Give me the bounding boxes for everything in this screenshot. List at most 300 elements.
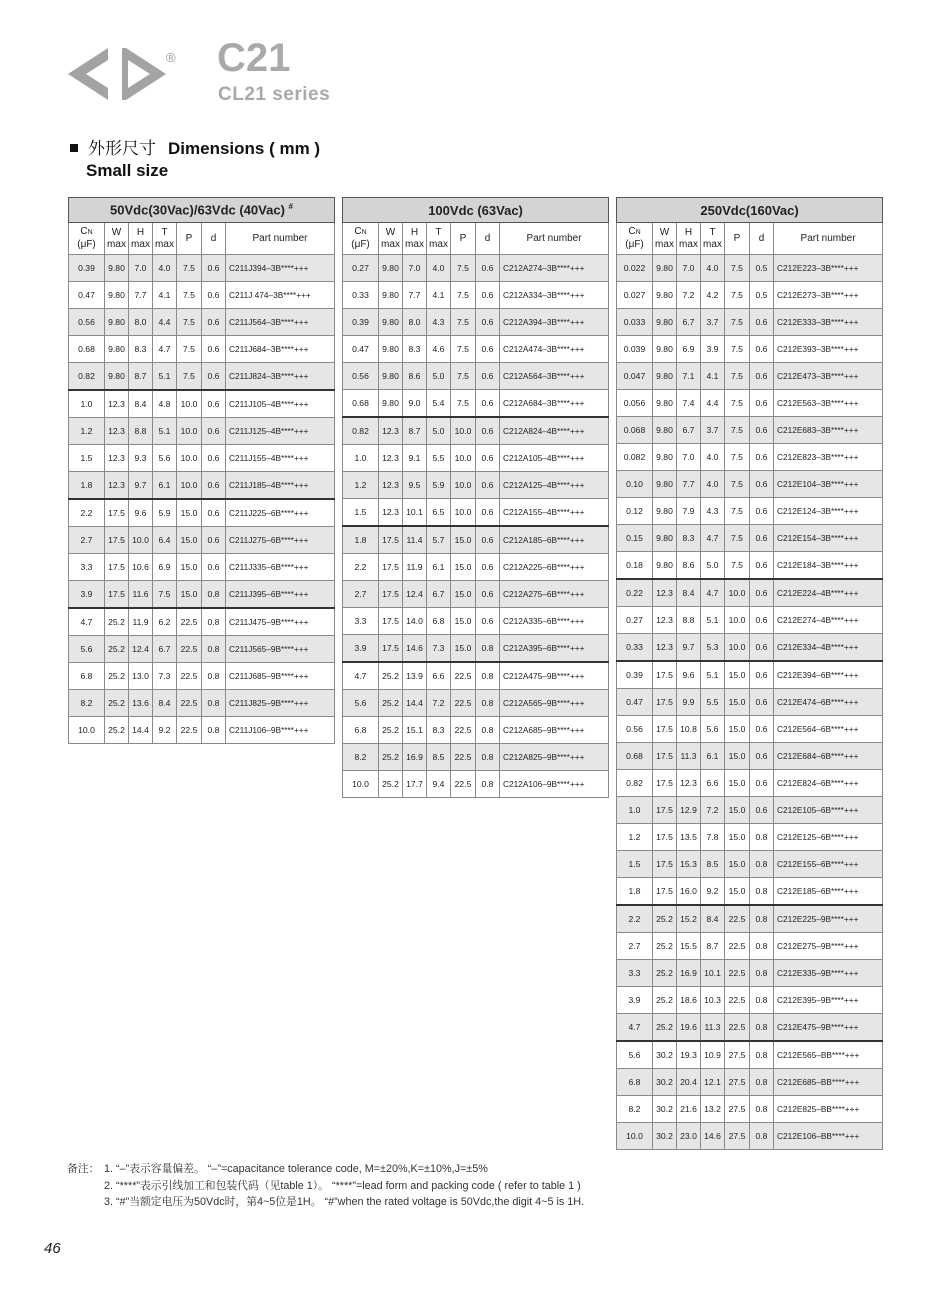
col-header-w: W max <box>105 223 129 255</box>
cell-h: 12.3 <box>677 770 701 797</box>
table-row <box>617 824 883 851</box>
col-header-h: H max <box>403 223 427 255</box>
cell-d: 0.6 <box>750 716 774 743</box>
column-header-row <box>617 223 883 255</box>
table-row <box>69 336 335 363</box>
cell-part-number: C212A824–4B****+++ <box>500 417 609 445</box>
cell-h: 19.6 <box>677 1014 701 1042</box>
cell-cap: 5.6 <box>69 636 105 663</box>
cell-p: 7.5 <box>177 255 202 282</box>
cell-w: 12.3 <box>105 445 129 472</box>
table-row <box>69 581 335 609</box>
cell-p: 15.0 <box>451 581 476 608</box>
cell-p: 7.5 <box>725 363 750 390</box>
note-text: 1. “–”表示容量偏差。 “–”=capacitance tolerance code, M=±20%,K=±10%,J=±5% <box>104 1163 488 1175</box>
cell-t: 4.1 <box>427 282 451 309</box>
cell-h: 13.5 <box>677 824 701 851</box>
cell-cap: 8.2 <box>617 1096 653 1123</box>
cell-cap: 3.3 <box>69 554 105 581</box>
cell-h: 7.2 <box>677 282 701 309</box>
cell-d: 0.6 <box>202 527 226 554</box>
cell-w: 9.80 <box>105 282 129 309</box>
cell-d: 0.6 <box>750 661 774 689</box>
cell-d: 0.8 <box>750 1041 774 1069</box>
cell-p: 27.5 <box>725 1123 750 1150</box>
cell-t: 7.2 <box>701 797 725 824</box>
cell-cap: 5.6 <box>343 690 379 717</box>
cell-p: 7.5 <box>725 552 750 580</box>
cell-part-number: C212A105–4B****+++ <box>500 445 609 472</box>
cell-part-number: C212E223–3B****+++ <box>774 255 883 282</box>
cell-p: 7.5 <box>177 336 202 363</box>
cell-w: 9.80 <box>653 417 677 444</box>
cell-p: 27.5 <box>725 1069 750 1096</box>
cell-w: 12.3 <box>105 418 129 445</box>
table-title-mark: # <box>288 202 293 212</box>
cell-h: 16.9 <box>403 744 427 771</box>
cell-d: 0.8 <box>750 878 774 906</box>
cell-cap: 0.47 <box>343 336 379 363</box>
cell-d: 0.6 <box>476 608 500 635</box>
cell-d: 0.6 <box>476 581 500 608</box>
cell-d: 0.6 <box>750 417 774 444</box>
table-row <box>343 282 609 309</box>
cell-cap: 0.12 <box>617 498 653 525</box>
table-row <box>617 471 883 498</box>
cell-cap: 0.18 <box>617 552 653 580</box>
table-row <box>617 770 883 797</box>
table-title-text: 250Vdc(160Vac) <box>700 202 799 218</box>
cell-cap: 0.56 <box>617 716 653 743</box>
cell-part-number: C212A185–6B****+++ <box>500 526 609 554</box>
table-row <box>69 717 335 744</box>
table-title <box>617 198 883 223</box>
series-title: C21 <box>217 36 291 80</box>
table-row <box>343 472 609 499</box>
table-row <box>343 744 609 771</box>
table-row <box>69 608 335 636</box>
table-row <box>69 636 335 663</box>
cell-d: 0.8 <box>750 905 774 933</box>
cell-part-number: C212A685–9B****+++ <box>500 717 609 744</box>
cell-d: 0.5 <box>750 255 774 282</box>
cell-t: 8.5 <box>427 744 451 771</box>
cell-d: 0.6 <box>476 554 500 581</box>
cell-t: 6.6 <box>427 662 451 690</box>
cell-p: 7.5 <box>451 336 476 363</box>
cell-h: 8.8 <box>677 607 701 634</box>
table-row <box>69 418 335 445</box>
cell-w: 9.80 <box>379 390 403 418</box>
cell-d: 0.8 <box>750 933 774 960</box>
cell-h: 7.7 <box>677 471 701 498</box>
cell-w: 17.5 <box>379 526 403 554</box>
cell-d: 0.6 <box>202 363 226 391</box>
cell-w: 25.2 <box>105 717 129 744</box>
cell-cap: 0.056 <box>617 390 653 417</box>
table-row <box>69 363 335 391</box>
table-row <box>343 363 609 390</box>
cell-w: 12.3 <box>379 499 403 527</box>
series-subtitle: CL21 series <box>218 84 331 105</box>
cell-part-number: C211J125–4B****+++ <box>226 418 335 445</box>
cell-p: 10.0 <box>177 472 202 500</box>
cell-w: 17.5 <box>653 851 677 878</box>
cell-d: 0.5 <box>750 282 774 309</box>
cell-part-number: C212A275–6B****+++ <box>500 581 609 608</box>
cell-d: 0.6 <box>750 498 774 525</box>
cell-part-number: C212E825–BB****+++ <box>774 1096 883 1123</box>
cell-d: 0.6 <box>476 309 500 336</box>
cell-w: 30.2 <box>653 1123 677 1150</box>
cell-h: 17.7 <box>403 771 427 798</box>
cell-w: 30.2 <box>653 1041 677 1069</box>
cell-d: 0.6 <box>750 336 774 363</box>
col-header-cn: CN (μF) <box>69 223 105 255</box>
cell-d: 0.6 <box>750 634 774 662</box>
cell-part-number: C212E105–6B****+++ <box>774 797 883 824</box>
cell-cap: 1.5 <box>69 445 105 472</box>
cell-part-number: C212A565–9B****+++ <box>500 690 609 717</box>
col-header-part-number: Part number <box>500 223 609 255</box>
col-header-d: d <box>202 223 226 255</box>
cell-cap: 0.039 <box>617 336 653 363</box>
table-row <box>343 499 609 527</box>
cell-d: 0.6 <box>476 472 500 499</box>
cell-p: 15.0 <box>725 851 750 878</box>
table-row <box>617 309 883 336</box>
cell-t: 8.5 <box>701 851 725 878</box>
cell-part-number: C211J155–4B****+++ <box>226 445 335 472</box>
table-row <box>69 663 335 690</box>
cell-cap: 6.8 <box>343 717 379 744</box>
cell-w: 17.5 <box>653 797 677 824</box>
cell-cap: 5.6 <box>617 1041 653 1069</box>
cell-cap: 0.47 <box>617 689 653 716</box>
cell-h: 14.0 <box>403 608 427 635</box>
cell-t: 5.9 <box>153 499 177 527</box>
cell-cap: 0.39 <box>617 661 653 689</box>
cell-t: 5.0 <box>427 417 451 445</box>
cell-h: 9.3 <box>129 445 153 472</box>
cell-part-number: C212A825–9B****+++ <box>500 744 609 771</box>
table-row <box>69 499 335 527</box>
cell-p: 15.0 <box>725 770 750 797</box>
registered-mark: ® <box>166 50 176 65</box>
cell-d: 0.6 <box>476 336 500 363</box>
table-row <box>343 690 609 717</box>
cell-part-number: C212A274–3B****+++ <box>500 255 609 282</box>
cell-h: 12.4 <box>403 581 427 608</box>
cell-cap: 2.7 <box>617 933 653 960</box>
cell-part-number: C212E104–3B****+++ <box>774 471 883 498</box>
cell-p: 7.5 <box>725 498 750 525</box>
cell-part-number: C212A334–3B****+++ <box>500 282 609 309</box>
cell-w: 9.80 <box>379 363 403 390</box>
table-row <box>617 634 883 662</box>
cell-p: 7.5 <box>451 309 476 336</box>
cell-t: 5.5 <box>427 445 451 472</box>
cell-w: 17.5 <box>653 716 677 743</box>
cell-h: 14.4 <box>129 717 153 744</box>
cell-d: 0.8 <box>476 717 500 744</box>
cell-t: 5.6 <box>701 716 725 743</box>
cell-h: 11.6 <box>129 581 153 609</box>
cell-p: 10.0 <box>451 499 476 527</box>
cell-part-number: C211J185–4B****+++ <box>226 472 335 500</box>
cell-t: 8.4 <box>153 690 177 717</box>
cell-w: 25.2 <box>379 690 403 717</box>
cell-part-number: C212A474–3B****+++ <box>500 336 609 363</box>
table-row <box>617 444 883 471</box>
cell-t: 4.6 <box>427 336 451 363</box>
cell-h: 7.1 <box>677 363 701 390</box>
cell-t: 6.2 <box>153 608 177 636</box>
cell-h: 7.0 <box>403 255 427 282</box>
cell-d: 0.8 <box>202 690 226 717</box>
cell-cap: 1.0 <box>343 445 379 472</box>
cell-part-number: C212E185–6B****+++ <box>774 878 883 906</box>
cell-d: 0.8 <box>750 824 774 851</box>
table-row <box>617 661 883 689</box>
section-title-en: Dimensions ( mm ) <box>168 139 321 158</box>
cell-h: 8.0 <box>129 309 153 336</box>
col-header-h: H max <box>677 223 701 255</box>
cell-p: 22.5 <box>725 933 750 960</box>
cell-cap: 2.2 <box>69 499 105 527</box>
cell-w: 12.3 <box>105 390 129 418</box>
cell-part-number: C212E124–3B****+++ <box>774 498 883 525</box>
bullet-square-icon <box>70 144 78 152</box>
cell-p: 22.5 <box>177 717 202 744</box>
cell-part-number: C212E154–3B****+++ <box>774 525 883 552</box>
cell-p: 22.5 <box>451 744 476 771</box>
cell-w: 17.5 <box>105 554 129 581</box>
cell-cap: 0.047 <box>617 363 653 390</box>
cell-w: 9.80 <box>653 336 677 363</box>
table-row <box>617 797 883 824</box>
cell-cap: 10.0 <box>69 717 105 744</box>
cell-w: 9.80 <box>653 444 677 471</box>
table-row <box>69 554 335 581</box>
cell-cap: 6.8 <box>617 1069 653 1096</box>
table-row <box>69 690 335 717</box>
cell-cap: 0.56 <box>69 309 105 336</box>
cell-t: 5.9 <box>427 472 451 499</box>
cell-d: 0.8 <box>750 1069 774 1096</box>
cell-h: 13.6 <box>129 690 153 717</box>
cell-d: 0.8 <box>750 851 774 878</box>
cell-part-number: C212E274–4B****+++ <box>774 607 883 634</box>
cell-p: 10.0 <box>725 607 750 634</box>
table-row <box>343 309 609 336</box>
cell-d: 0.6 <box>750 770 774 797</box>
cell-p: 15.0 <box>725 878 750 906</box>
cell-cap: 1.2 <box>343 472 379 499</box>
cell-h: 9.1 <box>403 445 427 472</box>
cell-p: 15.0 <box>451 526 476 554</box>
cell-h: 8.7 <box>403 417 427 445</box>
table-row <box>69 282 335 309</box>
table-row <box>617 607 883 634</box>
cell-t: 6.7 <box>153 636 177 663</box>
cell-h: 7.0 <box>677 444 701 471</box>
cell-p: 7.5 <box>177 363 202 391</box>
column-header-row <box>69 223 335 255</box>
col-header-h: H max <box>129 223 153 255</box>
cell-w: 9.80 <box>653 471 677 498</box>
cell-h: 10.6 <box>129 554 153 581</box>
cell-h: 15.2 <box>677 905 701 933</box>
cell-t: 3.7 <box>701 417 725 444</box>
cell-part-number: C212E565–BB****+++ <box>774 1041 883 1069</box>
cell-p: 10.0 <box>451 417 476 445</box>
cell-cap: 3.3 <box>617 960 653 987</box>
cell-part-number: C211J105–4B****+++ <box>226 390 335 418</box>
cell-h: 12.4 <box>129 636 153 663</box>
cell-part-number: C212E125–6B****+++ <box>774 824 883 851</box>
cell-cap: 0.027 <box>617 282 653 309</box>
cell-d: 0.6 <box>750 797 774 824</box>
cell-p: 22.5 <box>725 1014 750 1042</box>
cell-h: 6.7 <box>677 417 701 444</box>
cell-h: 6.9 <box>677 336 701 363</box>
cell-cap: 1.2 <box>69 418 105 445</box>
cell-d: 0.6 <box>202 445 226 472</box>
cell-part-number: C212E155–6B****+++ <box>774 851 883 878</box>
cell-w: 17.5 <box>105 527 129 554</box>
cell-d: 0.8 <box>750 1014 774 1042</box>
cell-part-number: C212E273–3B****+++ <box>774 282 883 309</box>
cell-h: 8.4 <box>129 390 153 418</box>
dimension-table-50vdc <box>68 197 335 744</box>
cell-part-number: C211J564–3B****+++ <box>226 309 335 336</box>
table-title-text: 100Vdc (63Vac) <box>428 202 523 218</box>
cell-w: 9.80 <box>653 390 677 417</box>
cell-h: 9.7 <box>129 472 153 500</box>
cell-part-number: C212E225–9B****+++ <box>774 905 883 933</box>
cell-h: 7.9 <box>677 498 701 525</box>
table-row <box>617 552 883 580</box>
cell-w: 17.5 <box>105 581 129 609</box>
cell-h: 8.4 <box>677 579 701 607</box>
cell-part-number: C211J106–9B****+++ <box>226 717 335 744</box>
cell-part-number: C212E393–3B****+++ <box>774 336 883 363</box>
cell-cap: 0.39 <box>69 255 105 282</box>
cell-w: 17.5 <box>653 743 677 770</box>
cell-h: 21.6 <box>677 1096 701 1123</box>
cell-p: 22.5 <box>451 717 476 744</box>
cell-p: 10.0 <box>451 445 476 472</box>
cell-d: 0.6 <box>202 390 226 418</box>
cell-p: 15.0 <box>177 554 202 581</box>
cell-w: 12.3 <box>653 607 677 634</box>
cell-part-number: C211J685–9B****+++ <box>226 663 335 690</box>
table-row <box>69 390 335 418</box>
cell-t: 4.0 <box>427 255 451 282</box>
table-row <box>343 255 609 282</box>
table-row <box>617 498 883 525</box>
cell-p: 15.0 <box>177 581 202 609</box>
cell-w: 30.2 <box>653 1096 677 1123</box>
cell-part-number: C212E335–9B****+++ <box>774 960 883 987</box>
cell-cap: 1.8 <box>69 472 105 500</box>
cell-part-number: C212A225–6B****+++ <box>500 554 609 581</box>
cell-cap: 4.7 <box>343 662 379 690</box>
cell-d: 0.6 <box>202 309 226 336</box>
dimension-table-250vdc <box>616 197 883 1150</box>
cell-part-number: C211J225–6B****+++ <box>226 499 335 527</box>
note-line <box>67 1194 584 1211</box>
cell-cap: 1.5 <box>343 499 379 527</box>
cell-w: 25.2 <box>653 905 677 933</box>
table-row <box>617 960 883 987</box>
cell-t: 5.1 <box>701 661 725 689</box>
cell-d: 0.6 <box>202 336 226 363</box>
cell-p: 10.0 <box>725 634 750 662</box>
cell-d: 0.6 <box>476 417 500 445</box>
table-title-row <box>343 198 609 223</box>
section-subtitle: Small size <box>86 161 169 180</box>
cell-part-number: C212E684–6B****+++ <box>774 743 883 770</box>
cell-w: 9.80 <box>653 282 677 309</box>
table-row <box>617 1123 883 1150</box>
cell-p: 22.5 <box>451 771 476 798</box>
cell-p: 22.5 <box>725 987 750 1014</box>
cell-t: 5.4 <box>427 390 451 418</box>
cell-t: 4.3 <box>701 498 725 525</box>
cell-p: 7.5 <box>725 282 750 309</box>
cell-h: 9.6 <box>129 499 153 527</box>
cell-part-number: C212E106–BB****+++ <box>774 1123 883 1150</box>
cell-p: 7.5 <box>177 282 202 309</box>
cell-t: 7.8 <box>701 824 725 851</box>
cell-d: 0.8 <box>202 636 226 663</box>
table-row <box>343 554 609 581</box>
cell-w: 17.5 <box>379 581 403 608</box>
cell-cap: 0.68 <box>343 390 379 418</box>
cell-t: 6.4 <box>153 527 177 554</box>
cell-cap: 4.7 <box>69 608 105 636</box>
cell-t: 6.1 <box>153 472 177 500</box>
cell-t: 5.0 <box>427 363 451 390</box>
cell-cap: 0.47 <box>69 282 105 309</box>
cell-cap: 8.2 <box>343 744 379 771</box>
cell-part-number: C211J 474–3B****+++ <box>226 282 335 309</box>
cell-p: 7.5 <box>725 390 750 417</box>
cell-h: 14.6 <box>403 635 427 663</box>
cell-t: 3.7 <box>701 309 725 336</box>
cell-p: 15.0 <box>177 527 202 554</box>
cell-t: 7.5 <box>153 581 177 609</box>
cell-d: 0.6 <box>476 282 500 309</box>
col-header-d: d <box>750 223 774 255</box>
cell-w: 25.2 <box>379 744 403 771</box>
cell-d: 0.6 <box>750 689 774 716</box>
column-header-row <box>343 223 609 255</box>
cell-t: 6.7 <box>427 581 451 608</box>
cell-d: 0.8 <box>202 663 226 690</box>
cell-w: 25.2 <box>653 933 677 960</box>
cell-cap: 0.33 <box>617 634 653 662</box>
cell-h: 11.9 <box>403 554 427 581</box>
cell-d: 0.6 <box>476 499 500 527</box>
cell-cap: 1.5 <box>617 851 653 878</box>
col-header-cn: CN (μF) <box>343 223 379 255</box>
table-row <box>343 390 609 418</box>
cell-cap: 2.7 <box>69 527 105 554</box>
cell-t: 5.5 <box>701 689 725 716</box>
